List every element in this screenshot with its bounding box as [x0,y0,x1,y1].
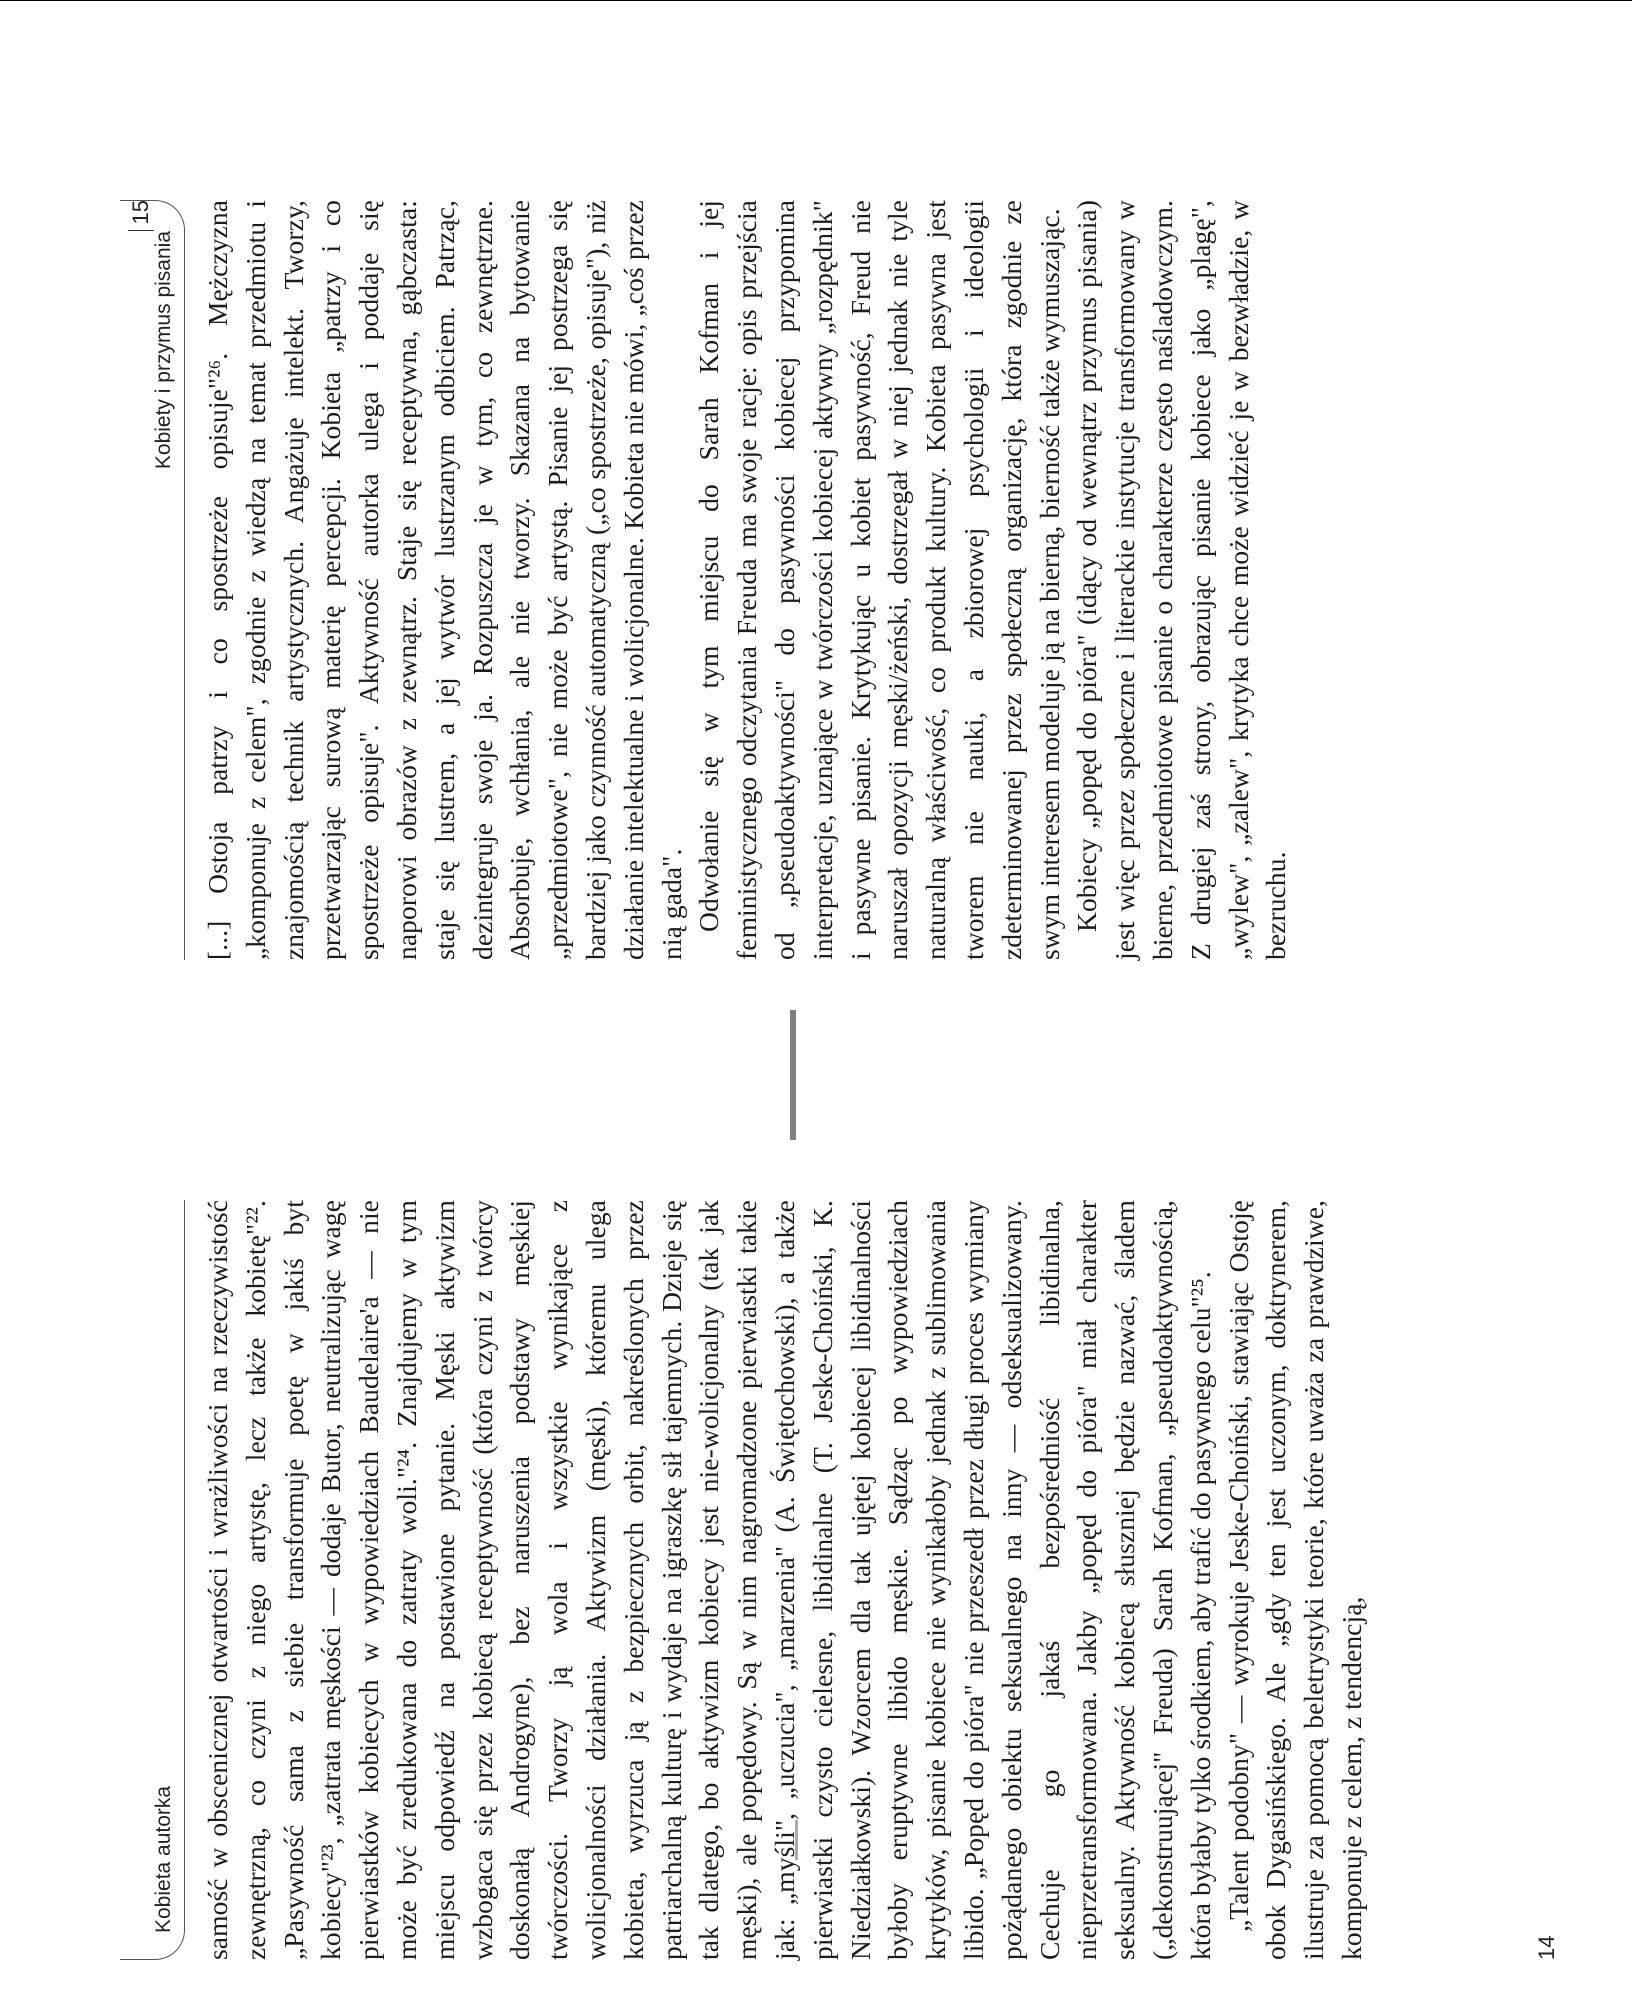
paragraph: samość w obscenicznej otwartości i wrażliwości na rzeczywistość zewnętrzną, co czyni z niego artystę, lecz także kobietę"²². „Pasywność sama z siebie transformuje poetę w jakiś byt kobiecy"²³, „zatrata męskości — dodaje Butor, neutralizując wagę pierwiastków kobiecych w wypowiedziach Baudelaire'a — nie może być zredukowana do zatraty woli."²⁴. Znajdujemy w tym miejscu odpowiedź na postawione pytanie. Męski aktywizm wzbogaca się przez kobiecą receptywność (która czyni z twórcy doskonałą Androgyne), bez naruszenia podstawy męskiej twórczości. Tworzy ją wola i wszystkie wynikające z wolicjonalności działania. Aktywizm (męski), któremu ulega kobieta, wyrzuca ją z bezpiecznych orbit, nakreślonych przez patriarchalną kulturę i wydaje na igraszkę sił tajemnych. Dzieje się tak dlatego, bo aktywizm kobiecy jest nie-wolicjonalny (tak jak męski), ale popędowy. Są w nim nagromadzone pierwiastki takie jak: „myśli", „uczucia", „marzenia" (A. Świętochowski), a także pierwiastki czysto cielesne, libidinalne (T. Jeske-Choiński, K. Niedziałkowski). Wzorcem dla tak ujętej kobiecej libidinalności byłoby eruptywne libido męskie. Sądząc po wypowiedziach krytyków, pisanie kobiece nie wynikałoby jednak z sublimowania libido. „Popęd do pióra" nie przeszedł przez długi proces wymiany pożądanego obiektu seksualnego na inny — odseksualizowany. Cechuje go jakaś bezpośredniość libidinalna, nieprzetransformowana. Jakby „popęd do pióra" miał charakter seksualny. Aktywność kobiecą słuszniej będzie nazwać, śladem („dekonstruującej" Freuda) Sarah Kofman, „pseudoaktywnością, która byłaby tylko środkiem, aby trafić do pasywnego celu"²⁵. [202,1200,1216,1960]
page-number-left: 14 [1534,1935,1559,1960]
left-page-14 [0,1000,1632,2000]
right-page-rotated-content [120,200,1520,960]
paragraph: [...] Ostoja patrzy i co spostrzeże opisuje"²⁶. Mężczyzna „komponuje z celem", zgodnie z wiedzą na temat przedmiotu i znajomością technik artystycznych. Angażuje intelekt. Tworzy, przetwarzając surową materię percepcji. Kobieta „patrzy i co spostrzeże opisuje". Aktywność autorka ulega i poddaje się naporowi obrazów z zewnątrz. Staje się receptywna, gąbczasta: staje się lustrem, a jej wytwór lustrzanym odbiciem. Patrząc, dezintegruje swoje ja. Rozpuszcza je w tym, co zewnętrzne. Absorbuje, wchłania, ale nie tworzy. Skazana na bytowanie „przedmiotowe", nie może być artystą. Pisanie jej postrzega się bardziej jako czynność automatyczną („co spostrzeże, opisuje"), niż działanie intelektualne i wolicjonalne. Kobieta nie mówi, „coś przez nią gada". [202,200,687,960]
header-title-left: Kobieta autorka [152,1785,175,1933]
paragraph: Kobiecy „popęd do pióra" (idący od wewnątrz przymus pisania) jest więc przez społeczne i literackie instytucje transformowany w bierne, przedmiotowe pisanie o charakterze często naśladowczym. Z drugiej zaś strony, obrazując pisanie kobiece jako „plagę", „wylew", „zalew", krytyka chce może widzieć je w bezwładzie, w bezruchu. [1071,200,1292,960]
header-title-right: Kobiety i przymus pisania [152,231,175,470]
left-page-body [199,1200,1371,1960]
running-header-right [120,200,185,960]
running-header-left [120,1200,185,1960]
page-number-right: 15 [128,200,154,231]
left-page-rotated-content [120,1200,1559,1960]
paragraph: „Talent podobny" — wyrokuje Jeske-Choiński, stawiając Ostoję obok Dygasińskiego. Ale „gdy ten jest uczonym, doktrynerem, ilustruje za pomocą beletrystyki teorie, które uważa za prawdziwe, komponuje z celem, z tendencją, [1222,1200,1367,1960]
paragraph: Odwołanie się w tym miejscu do Sarah Kofman i jej feministycznego odczytania Freuda ma swoje racje: opis przejścia od „pseudoaktywności" do pasywności kobiecej przypomina interpretacje, uznające w twórczości kobiecej aktywny „rozpędnik" i pasywne pisanie. Krytykując u kobiet pasywność, Freud nie naruszał opozycji męski/żeński, dostrzegał w niej jednak nie tyle naturalną właściwość, co produkt kultury. Kobieta pasywna jest tworem nie nauki, a zbiorowej psychologii i ideologii zdeterminowanej przez społeczną organizację, która zgodnie ze swym interesem modeluje ją na bierną, bierność także wymuszając. [693,200,1065,960]
right-page-body [199,200,1295,960]
